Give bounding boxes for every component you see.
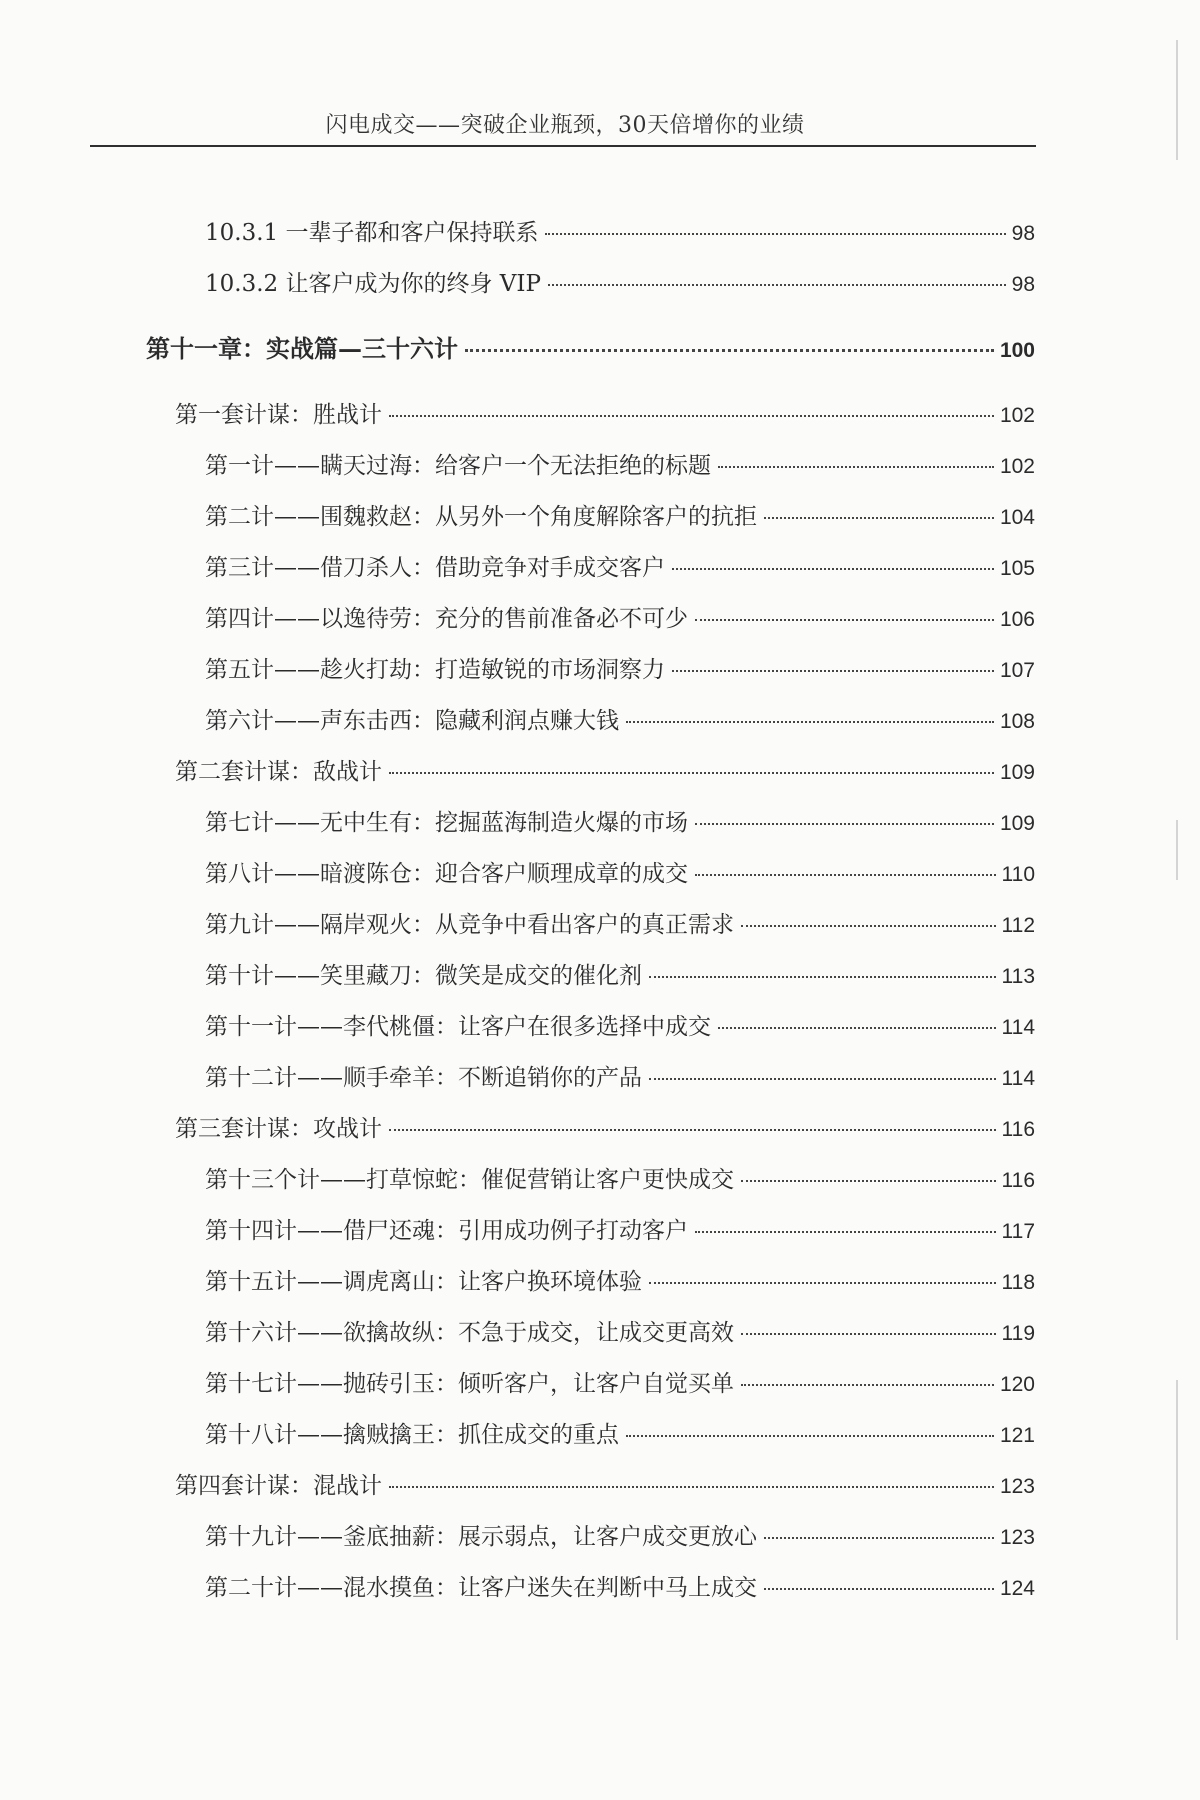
toc-entry-title: 第十一计——李代桃僵：让客户在很多选择中成交	[205, 1014, 711, 1040]
dot-leader	[695, 874, 996, 876]
toc-entry-title: 第十五计——调虎离山：让客户换环境体验	[205, 1269, 642, 1295]
toc-entry-title: 第六计——声东击西：隐藏利润点赚大钱	[205, 708, 619, 734]
toc-entry-title: 第十七计——抛砖引玉：倾听客户，让客户自觉买单	[205, 1371, 734, 1397]
dot-leader	[672, 568, 994, 570]
toc-entry-page: 109	[999, 812, 1035, 835]
dot-leader	[741, 1333, 996, 1335]
toc-entry-page: 112	[1001, 914, 1035, 937]
toc-entry-page: 98	[1011, 222, 1035, 245]
toc-entry	[205, 808, 1035, 838]
dot-leader	[389, 415, 994, 417]
toc-entry	[205, 910, 1035, 940]
toc-entry	[146, 334, 1035, 364]
dot-leader	[626, 1435, 994, 1437]
toc-entry-page: 124	[999, 1577, 1035, 1600]
toc-entry-title: 10.3.1 一辈子都和客户保持联系	[205, 220, 539, 246]
header-rule	[90, 145, 1036, 147]
toc-entry	[175, 1114, 1035, 1144]
toc-entry	[205, 1267, 1035, 1297]
toc-entry-title: 第一计——瞒天过海：给客户一个无法拒绝的标题	[205, 453, 711, 479]
toc-entry	[205, 1063, 1035, 1093]
toc-entry-title: 第八计——暗渡陈仓：迎合客户顺理成章的成交	[205, 861, 688, 887]
toc-entry-page: 105	[999, 557, 1035, 580]
toc-entry	[205, 961, 1035, 991]
toc-entry-title: 第五计——趁火打劫：打造敏锐的市场洞察力	[205, 657, 665, 683]
toc-entry-page: 110	[1001, 863, 1035, 886]
toc-entry-page: 114	[1001, 1016, 1035, 1039]
toc-entry-title: 第十二计——顺手牵羊：不断追销你的产品	[205, 1065, 642, 1091]
dot-leader	[649, 1078, 996, 1080]
dot-leader	[649, 1282, 996, 1284]
toc-entry-title: 第四套计谋：混战计	[175, 1473, 382, 1499]
toc-entry-page: 117	[1001, 1220, 1035, 1243]
toc-entry	[205, 451, 1035, 481]
dot-leader	[764, 517, 994, 519]
toc-entry-title: 第十九计——釜底抽薪：展示弱点，让客户成交更放心	[205, 1524, 757, 1550]
toc-entry-page: 116	[1001, 1169, 1035, 1192]
toc-entry-page: 123	[999, 1526, 1035, 1549]
dot-leader	[389, 1129, 996, 1131]
dot-leader	[718, 1027, 996, 1029]
toc-entry	[205, 1216, 1035, 1246]
toc-entry	[175, 400, 1035, 430]
toc-entry-page: 102	[999, 404, 1035, 427]
toc-entry	[205, 1012, 1035, 1042]
dot-leader	[548, 284, 1006, 286]
toc-entry	[205, 604, 1035, 634]
toc-entry-page: 107	[999, 659, 1035, 682]
toc-entry	[205, 859, 1035, 889]
toc-entry-page: 119	[1001, 1322, 1035, 1345]
toc-entry-title: 第十一章：实战篇—三十六计	[146, 334, 458, 363]
dot-leader	[649, 976, 996, 978]
toc-entry-page: 109	[999, 761, 1035, 784]
toc-entry-page: 118	[1001, 1271, 1035, 1294]
scan-edge-mark	[1176, 1380, 1178, 1640]
toc-entry	[205, 1522, 1035, 1552]
toc-entry	[205, 706, 1035, 736]
toc-entry-page: 104	[999, 506, 1035, 529]
toc-entry-title: 第九计——隔岸观火：从竞争中看出客户的真正需求	[205, 912, 734, 938]
dot-leader	[741, 925, 996, 927]
toc-entry	[205, 218, 1035, 248]
toc-entry	[175, 1471, 1035, 1501]
toc-entry	[175, 757, 1035, 787]
toc-entry	[205, 1573, 1035, 1603]
toc-entry-title: 第十六计——欲擒故纵：不急于成交，让成交更高效	[205, 1320, 734, 1346]
dot-leader	[741, 1180, 996, 1182]
toc-entry-title: 第三套计谋：攻战计	[175, 1116, 382, 1142]
toc-entry-page: 108	[999, 710, 1035, 733]
toc-entry	[205, 1420, 1035, 1450]
toc-entry	[205, 502, 1035, 532]
toc-entry-title: 第一套计谋：胜战计	[175, 402, 382, 428]
toc-entry-title: 第十四计——借尸还魂：引用成功例子打动客户	[205, 1218, 688, 1244]
toc-entry-title: 第二计——围魏救赵：从另外一个角度解除客户的抗拒	[205, 504, 757, 530]
toc-entry	[205, 269, 1035, 299]
dot-leader	[389, 1486, 994, 1488]
toc-entry-page: 98	[1011, 273, 1035, 296]
toc-entry-title: 第三计——借刀杀人：借助竞争对手成交客户	[205, 555, 665, 581]
toc-entry	[205, 655, 1035, 685]
dot-leader	[695, 1231, 996, 1233]
toc-entry-page: 120	[999, 1373, 1035, 1396]
dot-leader	[389, 772, 994, 774]
toc-entry	[205, 553, 1035, 583]
toc-entry-title: 第十计——笑里藏刀：微笑是成交的催化剂	[205, 963, 642, 989]
toc-entry-page: 100	[999, 339, 1035, 362]
toc-entry	[205, 1369, 1035, 1399]
toc-entry-title: 第二套计谋：敌战计	[175, 759, 382, 785]
dot-leader	[672, 670, 994, 672]
toc-entry-page: 114	[1001, 1067, 1035, 1090]
toc-entry-title: 10.3.2 让客户成为你的终身 VIP	[205, 271, 541, 297]
dot-leader	[695, 619, 994, 621]
scan-edge-mark	[1176, 820, 1178, 880]
dot-leader	[465, 349, 994, 352]
toc-entry-page: 102	[999, 455, 1035, 478]
toc-entry-title: 第二十计——混水摸鱼：让客户迷失在判断中马上成交	[205, 1575, 757, 1601]
toc-entry-title: 第七计——无中生有：挖掘蓝海制造火爆的市场	[205, 810, 688, 836]
dot-leader	[695, 823, 994, 825]
toc-entry	[205, 1318, 1035, 1348]
dot-leader	[741, 1384, 994, 1386]
toc-entry-page: 123	[999, 1475, 1035, 1498]
dot-leader	[545, 233, 1005, 235]
dot-leader	[764, 1588, 994, 1590]
dot-leader	[718, 466, 994, 468]
scan-edge-mark	[1176, 40, 1178, 160]
dot-leader	[626, 721, 994, 723]
toc-entry-page: 106	[999, 608, 1035, 631]
toc-entry-title: 第十三个计——打草惊蛇：催促营销让客户更快成交	[205, 1167, 734, 1193]
toc-entry-page: 116	[1001, 1118, 1035, 1141]
toc-entry-title: 第十八计——擒贼擒王：抓住成交的重点	[205, 1422, 619, 1448]
toc-entry-page: 121	[999, 1424, 1035, 1447]
toc-entry-page: 113	[1001, 965, 1035, 988]
toc-entry-title: 第四计——以逸待劳：充分的售前准备必不可少	[205, 606, 688, 632]
dot-leader	[764, 1537, 994, 1539]
toc-entry	[205, 1165, 1035, 1195]
running-header: 闪电成交——突破企业瓶颈，30天倍增你的业绩	[325, 113, 805, 138]
